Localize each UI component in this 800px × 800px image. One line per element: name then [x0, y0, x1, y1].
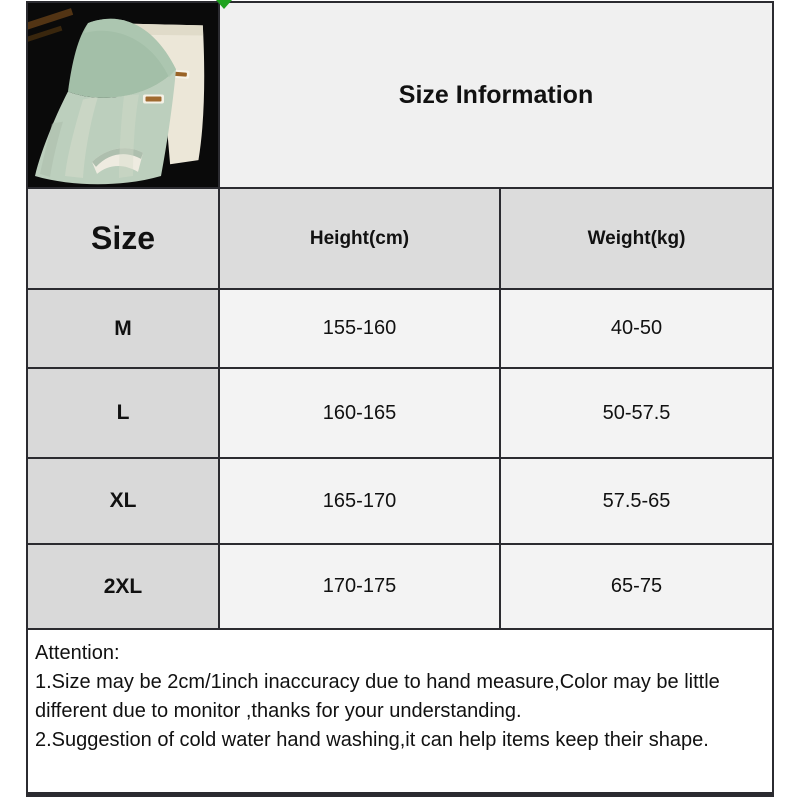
attention-section	[28, 630, 772, 792]
attention-note-1: 1.Size may be 2cm/1inch inaccuracy due to hand measure,Color may be little different due to monitor ,thanks for your understanding.	[35, 671, 720, 722]
green-corner-marker-icon	[216, 0, 232, 9]
table-row-m-height: 155-160	[220, 290, 499, 367]
table-row-l-size: L	[28, 369, 218, 457]
table-row-l-weight: 50-57.5	[501, 369, 772, 457]
table-row-xl-size: XL	[28, 459, 218, 543]
table-row-xl-weight: 57.5-65	[501, 459, 772, 543]
page-title: Size Information	[398, 80, 594, 109]
table-row-l-height: 160-165	[220, 369, 499, 457]
table-row-2xl-size: 2XL	[28, 545, 218, 628]
table-row-m-size: M	[28, 290, 218, 367]
shorts-photo-illustration	[28, 3, 218, 187]
size-chart-sheet	[26, 1, 774, 797]
table-row-m-weight: 40-50	[501, 290, 772, 367]
column-header-size: Size	[28, 189, 218, 288]
title-cell	[220, 3, 772, 187]
product-photo	[28, 3, 218, 187]
attention-heading: Attention:	[35, 642, 120, 664]
column-header-weight: Weight(kg)	[501, 189, 772, 288]
table-row-2xl-weight: 65-75	[501, 545, 772, 628]
attention-note-2: 2.Suggestion of cold water hand washing,it can help items keep their shape.	[35, 729, 709, 751]
table-row-xl-height: 165-170	[220, 459, 499, 543]
table-row-2xl-height: 170-175	[220, 545, 499, 628]
column-header-height: Height(cm)	[220, 189, 499, 288]
